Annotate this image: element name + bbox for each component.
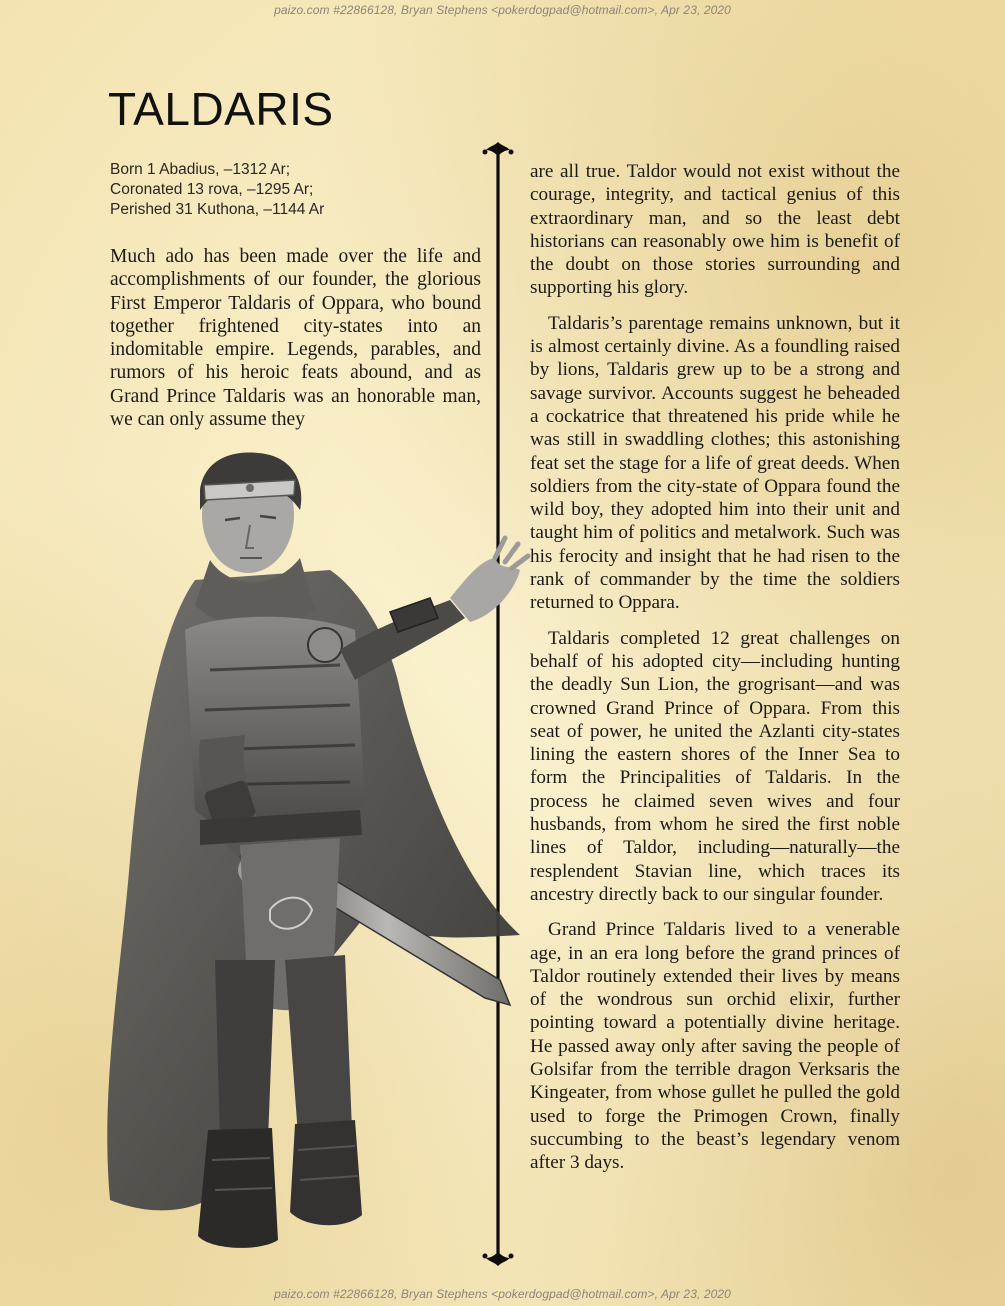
right-paragraph-4: Grand Prince Taldaris lived to a venerable age, in an era long before the grand princes of Taldor routinely extended their lives by means of the wondrous sun orchid elixir, further pointing toward a potentially divine heritage. He passed away only after saving the people of Golsifar from the terrible dragon Verksaris the Kingeater, from whose gullet he pulled the gold used to forge the Primogen Crown, finally succumbing to the beast’s legendary venom after 3 days. — [530, 919, 900, 1174]
right-paragraph-3: Taldaris completed 12 great challenges on behalf of his adopted city—including hunting the deadly Sun Lion, the grogrisant—and was crowned Grand Prince of Oppara. From this seat of power, he united the Azlanti city-states lining the eastern shores of the Inner Sea to form the Principalities of Taldaris. In the process he claimed seven wives and four husbands, from whom he sired the first noble lines of Taldor, including—naturally—the resplendent Stavian line, which traces its ancestry directly back to our singular founder. — [530, 627, 900, 905]
coronated-date: Coronated 13 rova, –1295 Ar; — [110, 181, 314, 198]
born-date: Born 1 Abadius, –1312 Ar; — [110, 161, 291, 178]
right-paragraph-1: are all true. Taldor would not exist without the courage, integrity, and tactical genius of this extraordinary man, and so the least debt historians can reasonably owe him is benefit of the doubt on those stories surrounding and supporting his glory. — [530, 161, 900, 299]
right-paragraph-2: Taldaris’s parentage remains unknown, but it is almost certainly divine. As a foundling raised by lions, Taldaris grew up to be a strong and savage survivor. Accounts suggest he beheaded a cockatrice that threatened his pride while he was still in swaddling clothes; this astonishing feat set the stage for a life of great deeds. When soldiers from the city-state of Oppara found the wild boy, they adopted him into their unit and taught him of politics and metalwork. Such was his ferocity and insight that he had risen to the rank of commander by the time the soldiers returned to Oppara. — [530, 312, 900, 614]
left-column-paragraph: Much ado has been made over the life and accomplishments of our founder, the glorious First Emperor Taldaris of Oppara, who bound together frightened city-states into an indomitable empire. Legends, parables, and rumors of his heroic feats abound, and as Grand Prince Taldaris was an honorable man, we can only assume they — [110, 246, 481, 431]
date-block — [110, 160, 470, 220]
emperor-illustration-icon — [100, 440, 540, 1285]
perished-date: Perished 31 Kuthona, –1144 Ar — [110, 201, 325, 218]
right-column — [530, 160, 900, 1186]
watermark-top: paizo.com #22866128, Bryan Stephens <pokerdogpad@hotmail.com>, Apr 23, 2020 — [274, 3, 731, 17]
watermark-bottom: paizo.com #22866128, Bryan Stephens <pokerdogpad@hotmail.com>, Apr 23, 2020 — [274, 1287, 731, 1301]
page-title: TALDARIS — [108, 83, 334, 135]
